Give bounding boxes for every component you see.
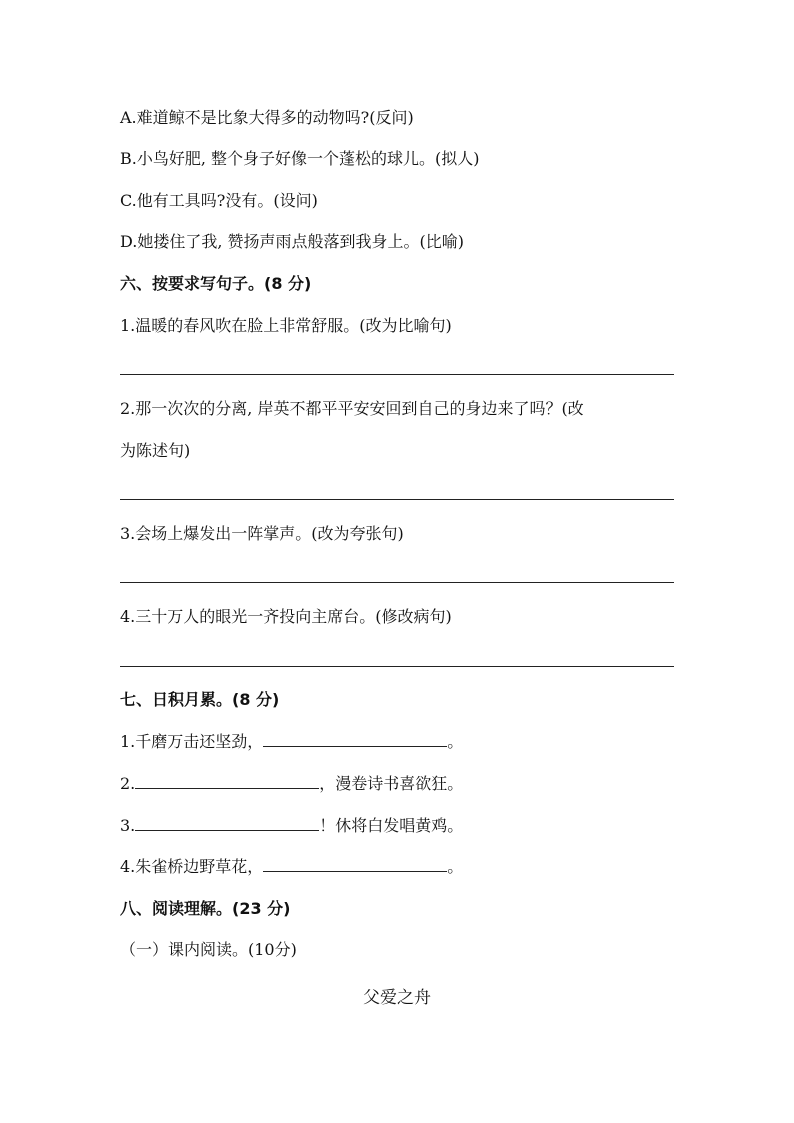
answer-line-3[interactable] (120, 582, 674, 583)
poem-q1-before: 1.千磨万击还坚劲， (120, 732, 264, 751)
section6-q1: 1.温暖的春风吹在脸上非常舒服。(改为比喻句) (120, 316, 452, 335)
poem-q2-after: ，漫卷诗书喜欲狂。 (319, 774, 464, 793)
section6-q2-line1: 2.那一次次的分离, 岸英不都平平安安回到自己的身边来了吗？(改 (120, 399, 584, 418)
poem-blank-2[interactable] (135, 774, 319, 789)
answer-line-4[interactable] (120, 666, 674, 667)
option-b: B.小鸟好肥, 整个身子好像一个蓬松的球儿。(拟人) (120, 149, 480, 168)
poem-q3-after: ！休将白发唱黄鸡。 (319, 816, 464, 835)
poem-q2 (120, 774, 463, 794)
passage-title: 父爱之舟 (363, 988, 431, 1008)
answer-line-2[interactable] (120, 499, 674, 500)
poem-q1 (120, 732, 463, 752)
poem-q1-after: 。 (447, 732, 464, 751)
poem-blank-1[interactable] (263, 732, 447, 747)
poem-blank-3[interactable] (135, 816, 319, 831)
section8-sub: （一）课内阅读。(10分) (120, 940, 297, 959)
section7-heading: 七、日积月累。(8 分) (120, 690, 280, 709)
option-a: A.难道鲸不是比象大得多的动物吗?(反问) (120, 108, 414, 127)
poem-blank-4[interactable] (263, 857, 447, 872)
poem-q2-before: 2. (120, 774, 136, 793)
option-d: D.她搂住了我, 赞扬声雨点般落到我身上。(比喻) (120, 232, 465, 251)
section8-heading: 八、阅读理解。(23 分) (120, 899, 291, 918)
section6-q4: 4.三十万人的眼光一齐投向主席台。(修改病句) (120, 607, 452, 626)
section6-heading: 六、按要求写句子。(8 分) (120, 274, 312, 293)
poem-q3 (120, 816, 463, 836)
poem-q4-after: 。 (447, 857, 464, 876)
section6-q2-line2: 为陈述句) (120, 441, 191, 460)
section6-q3: 3.会场上爆发出一阵掌声。(改为夸张句) (120, 524, 404, 543)
option-c: C.他有工具吗?没有。(设问) (120, 191, 318, 210)
poem-q4-before: 4.朱雀桥边野草花， (120, 857, 264, 876)
answer-line-1[interactable] (120, 374, 674, 375)
poem-q4 (120, 857, 463, 877)
poem-q3-before: 3. (120, 816, 136, 835)
